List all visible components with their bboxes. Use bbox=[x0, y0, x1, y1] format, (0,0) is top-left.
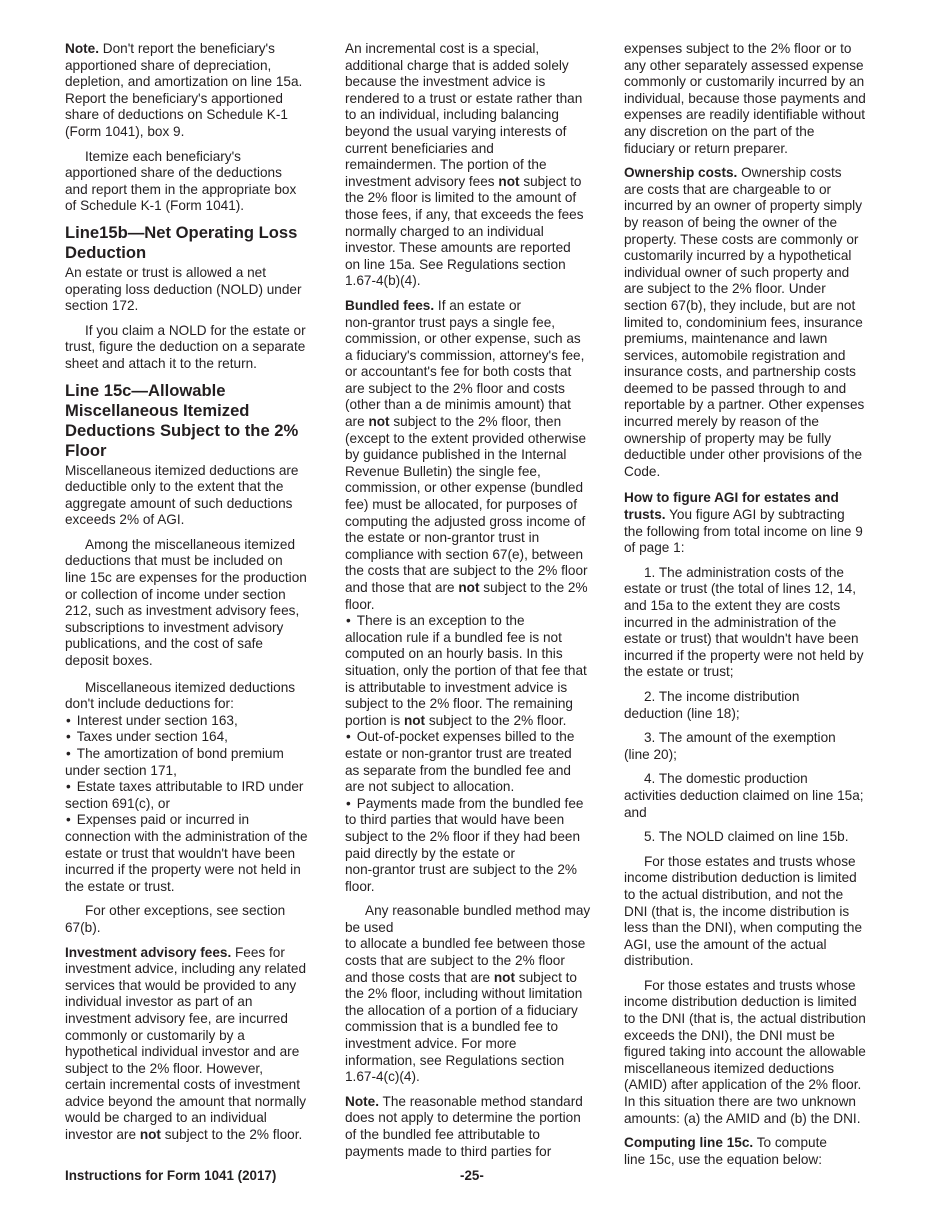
ownership-costs-paragraph: Ownership costs. Ownership costs are costs that are chargeable to or incurred by an owner of property simply by reason of being the owner of the property. These costs are commonly or customarily incurred by a hypothetical individual owner of such property and are subject to the 2% floor. Under section 67(b), they include, but are not limited to, condominium fees, insurance premiums, maintenance and lawn services, automobile registration and insurance costs, and partnership costs deemed to be passed through to and reportable by a partner. Other expenses incurred merely by reason of the ownership of property may be fully deductible under other provisions of the Code. bbox=[624, 165, 865, 479]
bundled-fee-bullets bbox=[345, 613, 608, 895]
list-item: • Expenses paid or incurred in connection with the administration of the estate or trust that wouldn't have been incurred if the property were not held in the estate or trust. bbox=[65, 812, 327, 895]
exclusions-list bbox=[65, 713, 327, 896]
column-3 bbox=[624, 41, 887, 1176]
misc-paragraph-2: Among the miscellaneous itemized deductions that must be included on line 15c are expenses for the production or collection of income under section 212, such as investment advisory fees, subscriptions to investment advisory publications, and the cost of safe deposit boxes. bbox=[65, 536, 307, 669]
other-exceptions-paragraph: For other exceptions, see section 67(b). bbox=[65, 903, 286, 935]
list-item: • Estate taxes attributable to IRD under section 691(c), or bbox=[65, 779, 327, 812]
computing-15c-paragraph: Computing line 15c. To compute line 15c, use the equation below: bbox=[624, 1135, 827, 1167]
list-item: 4. The domestic production activities deduction claimed on line 15a; and bbox=[624, 771, 864, 820]
list-item: • The amortization of bond premium under section 171, bbox=[65, 746, 327, 779]
column-1 bbox=[65, 41, 327, 1152]
agi-items-list bbox=[624, 565, 887, 846]
list-item: 3. The amount of the exemption (line 20); bbox=[624, 730, 836, 762]
list-item: • Taxes under section 164, bbox=[65, 729, 327, 746]
continued-paragraph: expenses subject to the 2% floor or to any other separately assessed expense commonly or customarily incurred by an individual, because those payments and expenses are readily identifiable without any discretion on the part of the fiduciary or return preparer. bbox=[624, 41, 866, 156]
heading-line-15c: Line 15c—Allowable Miscellaneous Itemized Deductions Subject to the 2% Floor bbox=[65, 380, 299, 460]
misc-paragraph-1: Miscellaneous itemized deductions are deductible only to the extent that the aggregate amount of such deductions exceeds 2% of AGI. bbox=[65, 462, 299, 528]
bundled-fees-paragraph: Bundled fees. If an estate or non-grantor trust pays a single fee, commission, or other expense, such as a fiduciary's commission, attorney's fee, or accountant's fee for both costs that are subject to the 2% floor and costs (other than a de minimis amount) that are not subject to the 2% floor, then (except to the extent provided otherwise by guidance published in the Internal Revenue Bulletin) the single fee, commission, or other expense (bundled fee) must be allocated, for purposes of computing the adjusted gross income of the estate or non-grantor trust in compliance with section 67(e), between the costs that are subject to the 2% floor and those that are not subject to the 2% floor. bbox=[345, 297, 588, 612]
misc-paragraph-3: Miscellaneous itemized deductions don't include deductions for: bbox=[65, 679, 296, 712]
list-item: • There is an exception to the allocation rule if a bundled fee is not computed on an hourly basis. In this situation, only the portion of that fee that is attributable to investment advice is subject to the 2% floor. The remaining portion is not subject to the 2% floor. bbox=[345, 613, 608, 729]
nold-paragraph-1: An estate or trust is allowed a net operating loss deduction (NOLD) under section 172. bbox=[65, 264, 302, 314]
list-item: 2. The income distribution deduction (line 18); bbox=[624, 688, 800, 721]
note-paragraph: Note. Don't report the beneficiary's apportioned share of depreciation, depletion, and amortization on line 15a. Report the beneficiary's apportioned share of deductions on Schedule K-1 (Form 1041), box 9. bbox=[65, 41, 303, 139]
incremental-cost-paragraph: An incremental cost is a special, additional charge that is added solely because the investment advice is rendered to a trust or estate rather than to an individual, including balancing beyond the usual varying interests of current beneficiaries and remaindermen. The portion of the investment advisory fees not subject to the 2% floor is limited to the amount of those fees, if any, that exceeds the fees normally charged to an individual investor. These amounts are reported on line 15a. See Regulations section 1.67-4(b)(4). bbox=[345, 41, 584, 289]
footer-page-number: -25- bbox=[460, 1168, 484, 1183]
footer-form-title: Instructions for Form 1041 (2017) bbox=[65, 1168, 277, 1183]
nold-paragraph-2: If you claim a NOLD for the estate or trust, figure the deduction on a separate sheet and attach it to the return. bbox=[65, 322, 306, 371]
itemize-paragraph: Itemize each beneficiary's apportioned share of the deductions and report them in the appropriate box of Schedule K-1 (Form 1041). bbox=[65, 148, 297, 214]
list-item: 5. The NOLD claimed on line 15b. bbox=[644, 829, 849, 845]
investment-advisory-fees-paragraph: Investment advisory fees. Fees for investment advice, including any related services that would be provided to any individual investor as part of an investment advisory fee, are incurred commonly or customarily by a hypothetical individual investor and are subject to the 2% floor. However, certain incremental costs of investment advice beyond the amount that normally would be charged to an individual investor are not subject to the 2% floor. bbox=[65, 944, 307, 1143]
list-item: 1. The administration costs of the estate or trust (the total of lines 12, 14, and 15a to the extent they are costs incurred in the administration of the estate or trust) that wouldn't have been incurred if the property were not held by the estate or trust; bbox=[624, 564, 864, 680]
column-2 bbox=[345, 41, 608, 1168]
list-item: • Payments made from the bundled fee to third parties that would have been subject to the 2% floor if they had been paid directly by the estate or non-grantor trust are subject to the 2% floor. bbox=[345, 796, 608, 896]
list-item: • Interest under section 163, bbox=[65, 713, 327, 730]
heading-line-15b: Line15b—Net Operating Loss Deduction bbox=[65, 222, 298, 262]
reasonable-method-paragraph: Any reasonable bundled method may be used to allocate a bundled fee between those costs that are subject to the 2% floor and those costs that are not subject to the 2% floor, including without limitation the allocation of a portion of a fiduciary commission that is a bundled fee to investment advice. For more information, see Regulations section 1.67-4(c)(4). bbox=[345, 903, 591, 1085]
agi-paragraph: How to figure AGI for estates and trusts. You figure AGI by subtracting the following from total income on line 9 of page 1: bbox=[624, 490, 863, 556]
list-item: • Out-of-pocket expenses billed to the estate or non-grantor trust are treated as separate from the bundled fee and are not subject to allocation. bbox=[345, 729, 608, 795]
distribution-paragraph-2: For those estates and trusts whose income distribution deduction is limited to the DNI (that is, the actual distribution exceeds the DNI), the DNI must be figured taking into account the allowable miscellaneous itemized deductions (AMID) after application of the 2% floor. In this situation there are two unknown amounts: (a) the AMID and (b) the DNI. bbox=[624, 977, 866, 1126]
note-paragraph-2: Note. The reasonable method standard does not apply to determine the portion of the bundled fee attributable to payments made to third parties for bbox=[345, 1093, 583, 1159]
distribution-paragraph-1: For those estates and trusts whose income distribution deduction is limited to the actual distribution, and not the DNI (that is, the income distribution is less than the DNI), when computing the AGI, use the amount of the actual distribution. bbox=[624, 853, 863, 969]
